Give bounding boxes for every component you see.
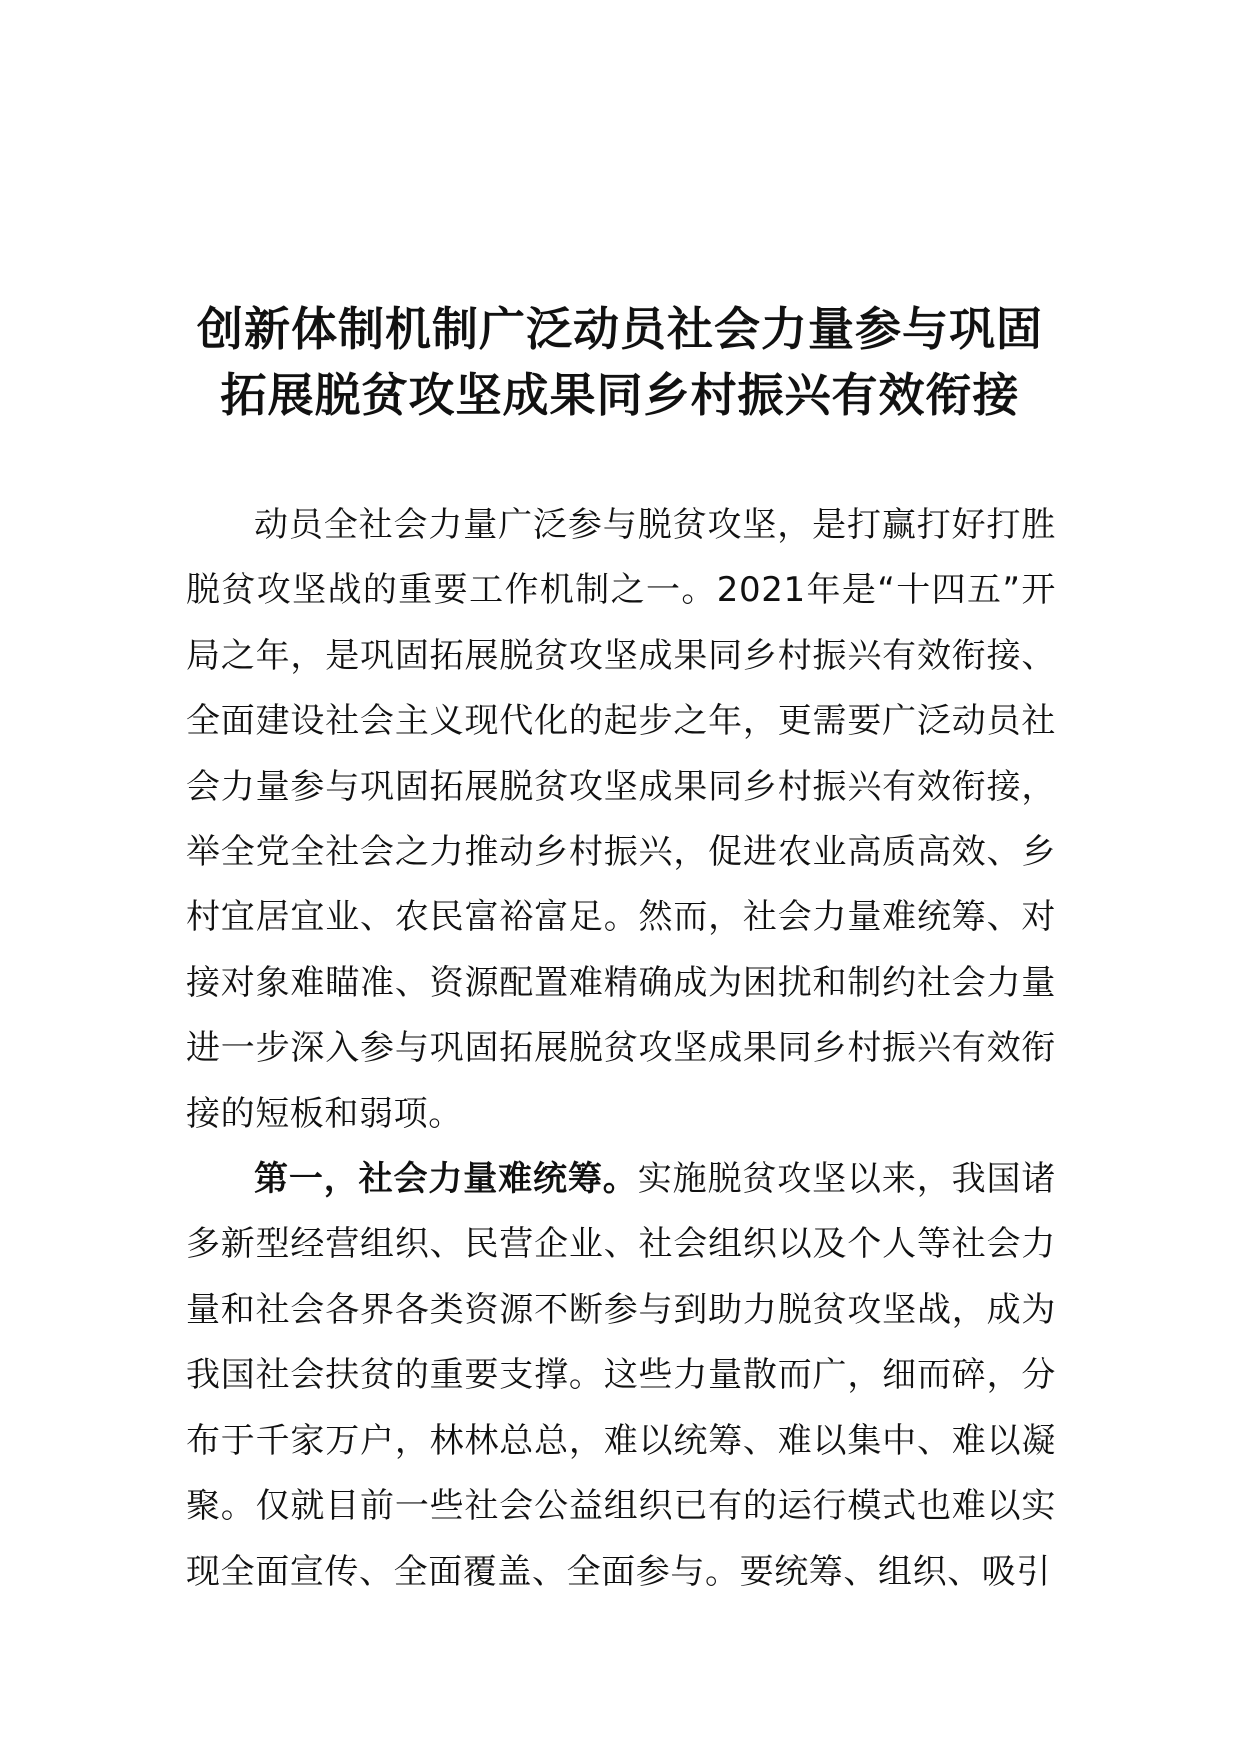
title-line-1: 创新体制机制广泛动员社会力量参与巩固 [197, 302, 1043, 356]
paragraph-first-point-text: 实施脱贫攻坚以来，我国诸多新型经营组织、民营企业、社会组织以及个人等社会力量和社会各界各类资源不断参与到助力脱贫攻坚战，成为我国社会扶贫的重要支撑。这些力量散而广，细而碎，分布于千家万户，林林总总，难以统筹、难以集中、难以凝聚。仅就目前一些社会公益组织已有的运行模式也难以实现全面宣传、全面覆盖、全面参与。要统筹、组织、吸引 [186, 1159, 1056, 1592]
document-body [186, 493, 1056, 1605]
document-title [150, 296, 1090, 428]
paragraph-intro: 动员全社会力量广泛参与脱贫攻坚，是打赢打好打胜脱贫攻坚战的重要工作机制之一。2021年是“十四五”开局之年，是巩固拓展脱贫攻坚成果同乡村振兴有效衔接、全面建设社会主义现代化的起步之年，更需要广泛动员社会力量参与巩固拓展脱贫攻坚成果同乡村振兴有效衔接，举全党全社会之力推动乡村振兴，促进农业高质高效、乡村宜居宜业、农民富裕富足。然而，社会力量难统筹、对接对象难瞄准、资源配置难精确成为困扰和制约社会力量进一步深入参与巩固拓展脱贫攻坚成果同乡村振兴有效衔接的短板和弱项。 [186, 505, 1056, 1134]
title-line-2: 拓展脱贫攻坚成果同乡村振兴有效衔接 [220, 368, 1020, 422]
paragraph-lead-heading: 第一，社会力量难统筹。 [254, 1159, 638, 1200]
paragraph-first-point [186, 1147, 1056, 1605]
